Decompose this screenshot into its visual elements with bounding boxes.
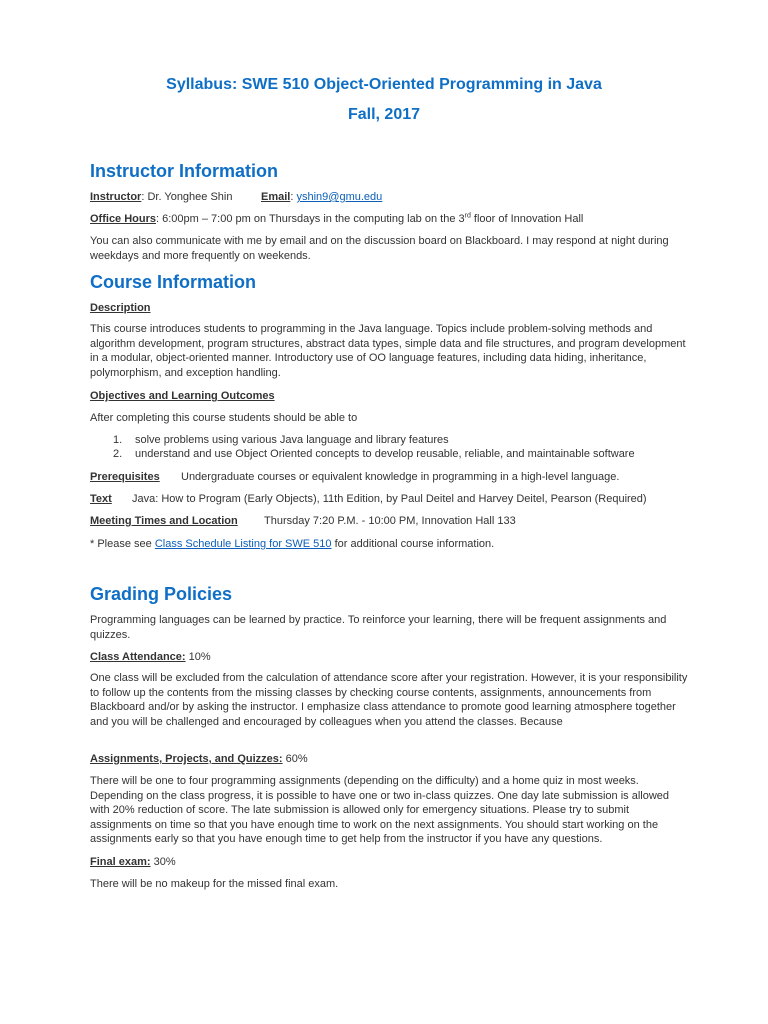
description-label: Description	[90, 302, 151, 314]
final-exam-line	[90, 855, 690, 870]
assignments-paragraph: There will be one to four programming assignments (depending on the difficulty) and a home quiz in most weeks. Depending on the class progress, it is possible to have one or two in-class quizzes. One day late submission is allowed with 20% reduction of score. The late submission is allowed only for emergency situations. Please try to submit assignments on time so that you have enough time to work on the next assignments. You should start working on the assignments early so that you have enough time to get help from the instructor if you have any questions.	[90, 775, 670, 845]
attendance-line	[90, 650, 690, 665]
office-hours-value: : 6:00pm – 7:00 pm on Thursdays in the computing lab on the 3	[156, 213, 465, 225]
page-title: Syllabus: SWE 510 Object-Oriented Programming in Java	[166, 76, 602, 93]
instructor-heading: Instructor Information	[90, 161, 278, 181]
prerequisites-value: Undergraduate courses or equivalent knowledge in programming in a high-level language.	[181, 471, 620, 483]
description-paragraph: This course introduces students to programming in the Java language. Topics include problem-solving methods and algorithm development, program structures, abstract data types, simple data and file structures, and program development in a modular, object-oriented manner. Introductory use of OO language features, including data hiding, inheritance, polymorphism, and exception handling.	[90, 323, 686, 379]
email-sep: :	[290, 191, 294, 203]
instructor-label: Instructor	[90, 191, 142, 203]
meeting-value: Thursday 7:20 P.M. - 10:00 PM, Innovation Hall 133	[264, 515, 516, 527]
office-hours-sup: rd	[464, 212, 471, 220]
office-hours-value-end: floor of Innovation Hall	[470, 213, 584, 225]
grading-intro: Programming languages can be learned by practice. To reinforce your learning, there will be frequent assignments and quizzes.	[90, 614, 667, 641]
office-hours-label: Office Hours	[90, 213, 157, 225]
attendance-paragraph: One class will be excluded from the calculation of attendance score after your registration. However, it is your responsibility to follow up the contents from the missing classes by checking course contents, assignments, announcements from Blackboard and/or by asking the instructor. I emphasize class attendance to promote good learning atmosphere together and you will be challenged and encouraged by colleagues when you attend the classes. Because	[90, 672, 688, 728]
objectives-intro: After completing this course students should be able to	[90, 412, 358, 424]
attendance-label: Class Attendance:	[90, 651, 186, 663]
final-exam-value: 30%	[150, 856, 176, 868]
prerequisites-label: Prerequisites	[90, 471, 160, 483]
grading-heading: Grading Policies	[90, 584, 233, 604]
assignments-label: Assignments, Projects, and Quizzes:	[90, 753, 283, 765]
schedule-link[interactable]: Class Schedule Listing for SWE 510	[154, 538, 332, 550]
text-label: Text	[90, 493, 112, 505]
meeting-label: Meeting Times and Location	[90, 515, 238, 527]
email-line	[261, 190, 561, 205]
syllabus-page: Syllabus: SWE 510 Object-Oriented Programming in Java Fall, 2017 Instructor Information Instructor: Dr. Yonghee Shin Email: yshin9@gmu.edu Office Hours: 6:00pm – 7:00 pm on Thursdays in the computing lab on the 3rd floor of Innovation Hall You can also communicate with me by email and on the discussion board on Blackboard. I may respond at night during weekdays and more frequently on weekends. Course Information Description This course introduces students to programming in the Java language. Topics include problem-solving methods and algorithm development, program structures, abstract data types, simple data and file structures, and program development in a modular, object-oriented manner. Introductory use of OO language features, including data hiding, inheritance, polymorphism, and exception handling. Objectives and Learning Outcomes After completing this course students should be able to 1. solve problems using various Java language and library features 2. understand and use Object Oriented concepts to develop reusable, reliable, and maintainable software Prerequisites Undergraduate courses or equivalent knowledge in programming in a high-level language. Text Java: How to Program (Early Objects), 11th Edition, by Paul Deitel and Harvey Deitel, Pearson (Required) Meeting Times and Location Thursday 7:20 P.M. - 10:00 PM, Innovation Hall 133 * Please see Class Schedule Listing for SWE 510 for additional course information. Grading Policies Programming languages can be learned by practice. To reinforce your learning, there will be frequent assignments and quizzes. Class Attendance: 10% One class will be excluded from the calculation of attendance score after your registration. However, it is your responsibility to follow up the contents from the missing classes by checking course contents, assignments, announcements from Blackboard and/or by asking the instructor. I emphasize class attendance to promote good learning atmosphere together and you will be challenged and encouraged by colleagues when you attend the classes. Because Assignments, Projects, and Quizzes: 60% There will be one to four programming assignments (depending on the difficulty) and a home quiz in most weeks. Depending on the class progress, it is possible to have one or two in-class quizzes. One day late submission is allowed with 20% reduction of score. The late submission is allowed only for emergency situations. Please try to submit assignments on time so that you have enough time to work on the next assignments. You should start working on the assignments early so that you have enough time to get help from the instructor if you have any questions. Final exam: 30% There will be no makeup for the missed final exam.	[0, 0, 768, 1024]
schedule-note: * Please see Class Schedule Listing for SWE 510 for additional course information.	[90, 538, 495, 550]
instructor-value: : Dr. Yonghee Shin	[141, 191, 233, 203]
attendance-value: 10%	[185, 651, 211, 663]
course-heading: Course Information	[90, 272, 257, 292]
page-subtitle: Fall, 2017	[347, 106, 421, 123]
text-value: Java: How to Program (Early Objects), 11th Edition, by Paul Deitel and Harvey Deitel, Pearson (Required)	[132, 493, 647, 505]
objectives-label: Objectives and Learning Outcomes	[90, 390, 275, 402]
assignments-line	[90, 752, 690, 767]
office-hours-line	[90, 212, 690, 227]
final-exam-label: Final exam:	[90, 856, 151, 868]
email-label: Email	[261, 191, 291, 203]
email-link[interactable]: yshin9@gmu.edu	[296, 191, 383, 203]
final-exam-paragraph: There will be no makeup for the missed final exam.	[90, 878, 339, 890]
assignments-value: 60%	[282, 753, 308, 765]
contact-paragraph: You can also communicate with me by email and on the discussion board on Blackboard. I may respond at night during weekdays and more frequently on weekends.	[90, 235, 669, 262]
